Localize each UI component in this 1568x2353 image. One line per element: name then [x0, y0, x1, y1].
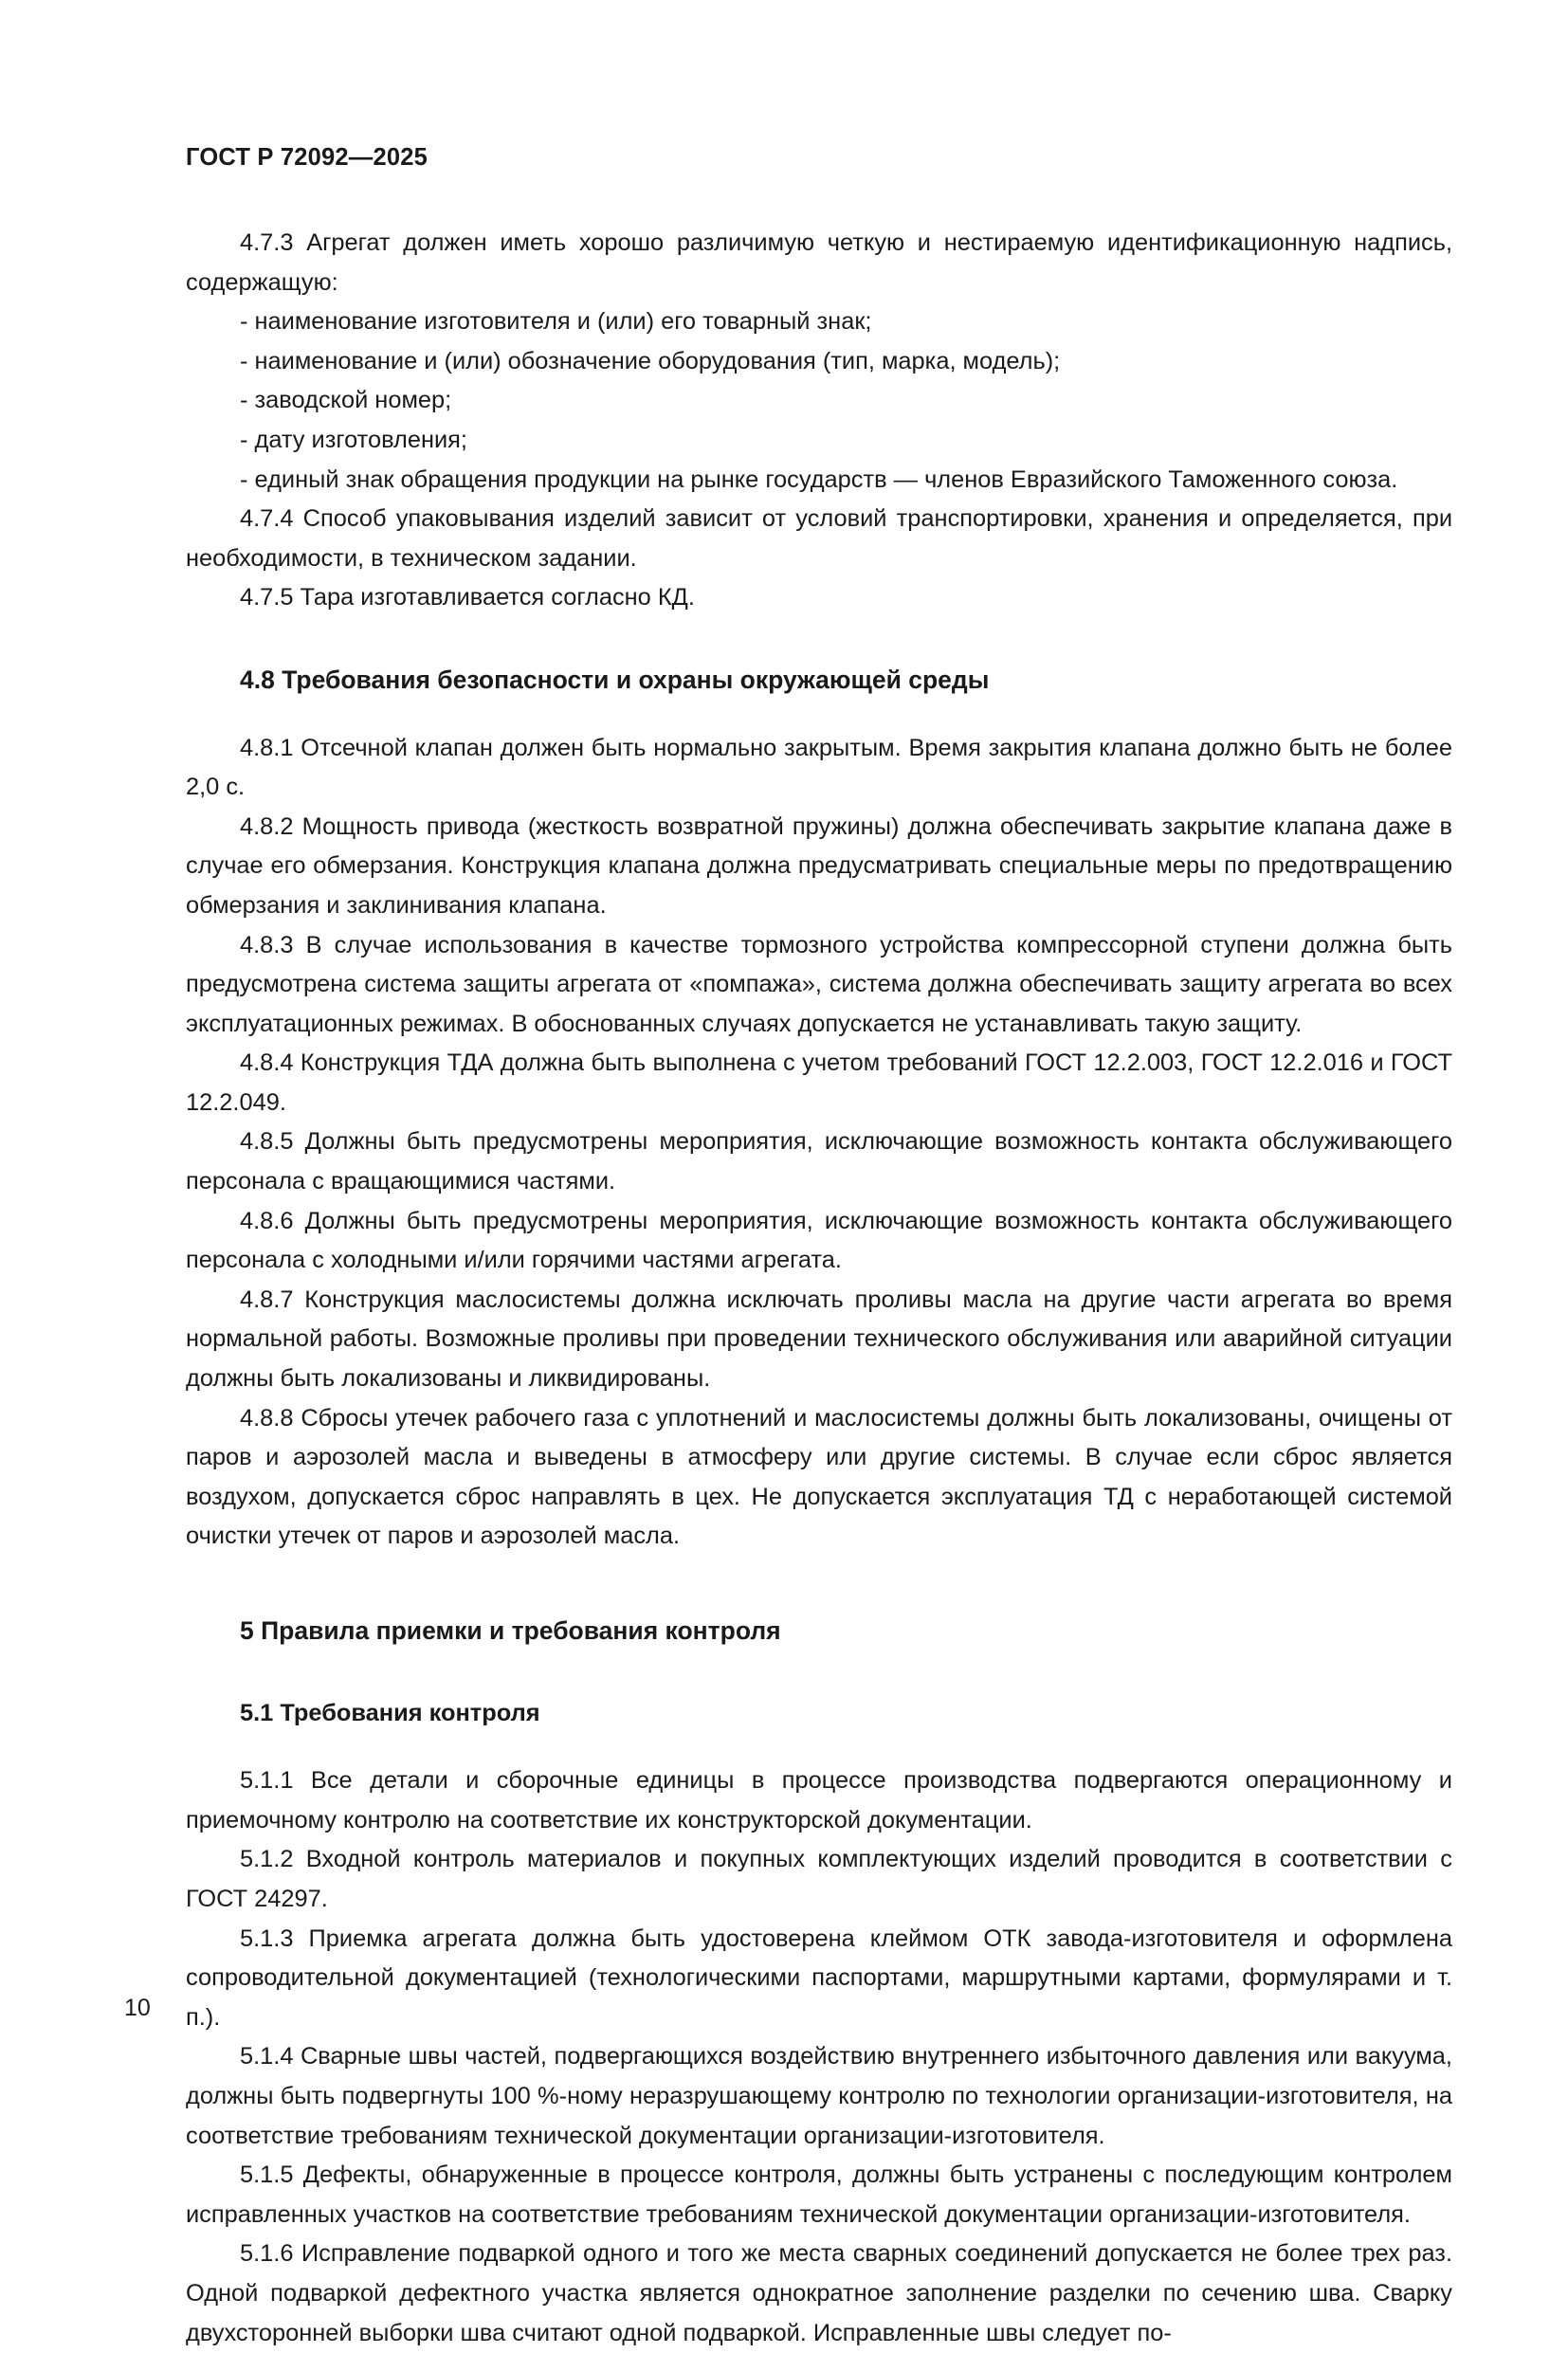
clause-4-8-6: 4.8.6 Должны быть предусмотрены мероприятия, исключающие возможность контакта обслуживающего персонала с холодными и/или горячими частями агрегата.	[186, 1207, 1452, 1274]
clause-4-8-1: 4.8.1 Отсечной клапан должен быть нормально закрытым. Время закрытия клапана должно быть не более 2,0 с.	[186, 734, 1452, 801]
running-head: ГОСТ Р 72092—2025	[186, 144, 428, 171]
clause-4-8-7: 4.8.7 Конструкция маслосистемы должна исключать проливы масла на другие части агрегата во время нормальной работы. Возможные проливы при проведении технического обслуживания или аварийной ситуации должны быть локализованы и ликвидированы.	[186, 1286, 1452, 1393]
clause-5-1-6: 5.1.6 Исправление подваркой одного и того же места сварных соединений допускается не более трех раз. Одной подваркой дефектного участка является однократное заполнение разделки по сечению шва. Сварку двухсторонней выборки шва считают одной подваркой. Исправленные швы следует по-	[186, 2240, 1452, 2346]
list-item: - заводской номер;	[240, 387, 452, 414]
clause-5-1-4: 5.1.4 Сварные швы частей, подвергающихся воздействию внутреннего избыточного давления или вакуума, должны быть подвергнуты 100 %-ному неразрушающему контролю по технологии организации-изготовителя, на соответствие требованиям технической документации организации-изготовителя.	[186, 2043, 1452, 2149]
spacer	[186, 701, 1452, 729]
clause-4-7-3: 4.7.3 Агрегат должен иметь хорошо различимую четкую и нестираемую идентификационную надпись, содержащую:	[186, 229, 1452, 296]
spacer	[186, 618, 1452, 661]
clause-4-8-3: 4.8.3 В случае использования в качестве тормозного устройства компрессорной ступени должна быть предусмотрена система защиты агрегата от «помпажа», система должна обеспечивать защиту агрегата во всех эксплуатационных режимах. В обоснованных случаях допускается не устанавливать такую защиту.	[186, 931, 1452, 1037]
list-item: - дату изготовления;	[240, 426, 467, 453]
clause-5-1-2: 5.1.2 Входной контроль материалов и покупных комплектующих изделий проводится в соответствии с ГОСТ 24297.	[186, 1846, 1452, 1912]
clause-5-1-5: 5.1.5 Дефекты, обнаруженные в процессе контроля, должны быть устранены с последующим контролем исправленных участков на соответствие требованиям технической документации организации-изготовителя.	[186, 2161, 1452, 2228]
page-body	[186, 224, 1452, 2353]
heading-5: 5 Правила приемки и требования контроля	[240, 1616, 781, 1645]
clause-4-7-4: 4.7.4 Способ упаковывания изделий зависит от условий транспортировки, хранения и определяется, при необходимости, в техническом задании.	[186, 505, 1452, 572]
heading-5-1: 5.1 Требования контроля	[240, 1699, 540, 1726]
clause-5-1-3: 5.1.3 Приемка агрегата должна быть удостоверена клеймом ОТК завода-изготовителя и оформлена сопроводительной документацией (технологическими паспортами, маршрутными картами, формулярами и т. п.).	[186, 1924, 1452, 2031]
clause-4-8-2: 4.8.2 Мощность привода (жесткость возвратной пружины) должна обеспечивать закрытие клапана даже в случае его обмерзания. Конструкция клапана должна предусматривать специальные меры по предотвращению обмерзания и заклинивания клапана.	[186, 812, 1452, 919]
clause-4-7-5: 4.7.5 Тара изготавливается согласно КД.	[240, 584, 695, 611]
heading-4-8: 4.8 Требования безопасности и охраны окружающей среды	[240, 665, 990, 694]
spacer	[186, 1557, 1452, 1612]
spacer	[186, 1651, 1452, 1694]
list-item: - единый знак обращения продукции на рынке государств — членов Евразийского Таможенного союза.	[240, 465, 1398, 493]
spacer	[186, 1733, 1452, 1761]
clause-4-8-8: 4.8.8 Сбросы утечек рабочего газа с уплотнений и маслосистемы должны быть локализованы, очищены от паров и аэрозолей масла и выведены в атмосферу или другие системы. В случае если сброс является воздухом, допускается сброс направлять в цех. Не допускается эксплуатация ТД с неработающей системой очистки утечек от паров и аэрозолей масла.	[186, 1404, 1452, 1550]
clause-4-8-5: 4.8.5 Должны быть предусмотрены мероприятия, исключающие возможность контакта обслуживающего персонала с вращающимися частями.	[186, 1128, 1452, 1195]
list-item: - наименование и (или) обозначение оборудования (тип, марка, модель);	[240, 347, 1061, 374]
clause-4-8-4: 4.8.4 Конструкция ТДА должна быть выполнена с учетом требований ГОСТ 12.2.003, ГОСТ 12.2.016 и ГОСТ 12.2.049.	[186, 1049, 1452, 1116]
clause-5-1-1: 5.1.1 Все детали и сборочные единицы в процессе производства подвергаются операционному и приемочному контролю на соответствие их конструкторской документации.	[186, 1767, 1452, 1833]
page-number: 10	[124, 1995, 151, 2021]
list-item: - наименование изготовителя и (или) его товарный знак;	[240, 308, 872, 336]
